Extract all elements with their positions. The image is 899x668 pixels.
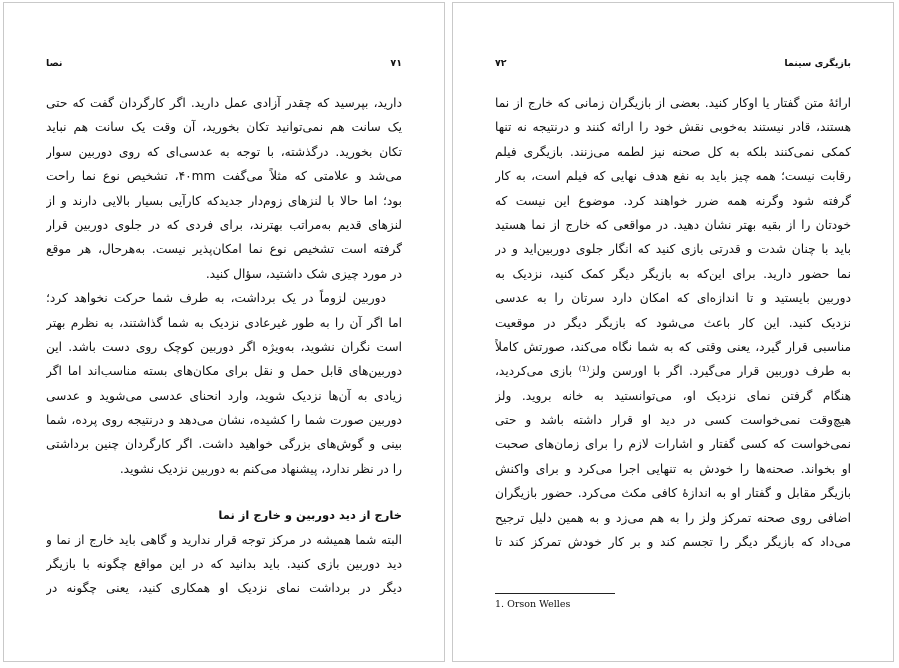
text-line: دیگر در برداشت نمای نزدیک او همکاری کنید، یعنی چگونه در xyxy=(46,581,402,596)
running-head: بازیگری سینما xyxy=(784,57,851,69)
text-line: او بخواند. صحنه‌ها را خودش به تنهایی اجرا می‌کرد و برای واکنش xyxy=(495,461,851,476)
text-line: دوربین‌های قابل حمل و نقل برای مکان‌های بسته مناسب‌اند اما اگر xyxy=(46,364,402,379)
text-line: دارید، بپرسید که چقدر آزادی عمل دارید. اگر کارگردان گفت که حتی xyxy=(46,96,402,110)
running-head: نصا xyxy=(46,57,63,69)
right-page-body xyxy=(495,91,851,554)
text-line: تکان بخورید. درگذشته، با توجه به عدسی‌ای که روی دوربین سوار xyxy=(46,144,402,159)
text-line: رقابت نیست؛ همه چیز باید به نفع هدف نهایی که فیلم است، به کار xyxy=(495,169,851,184)
text-line: می‌داد که بازیگر دیگر را تجسم کند و بر کار خودش تمرکز کند تا xyxy=(495,535,851,550)
footnote-divider xyxy=(495,593,615,594)
right-page-header xyxy=(495,55,851,71)
text-line: دوربین صورت شما را کشیده، نشان می‌دهد و درنتیجه روی پرده، شما xyxy=(46,413,402,428)
text-line: یک سانت هم نمی‌توانید تکان بخورید، آن وقت یک سانت هم نباید xyxy=(46,120,402,135)
text-line: خودتان را از بقیه بهتر نشان دهید. در مواقعی که خارج از نما هستید xyxy=(495,217,851,232)
text-line: هنگام گرفتن نمای نزدیک او، می‌توانستید به خانه بروید. ولز xyxy=(495,388,851,403)
text-line: است نگران نشوید، به‌ویژه اگر دوربین کوچک روی دست باشد. این xyxy=(46,339,402,354)
text-line: به طرف دوربین قرار می‌گیرد. اگر با اورسن ولز⁽¹⁾ بازی می‌کردید، xyxy=(495,364,851,379)
text-line: اما اگر آن را به طور غیرعادی نزدیک به شما گذاشتند، به نظرم بهتر xyxy=(46,315,402,330)
text-line: زیادی به آن‌ها نزدیک شوید، وارد انحنای عدسی می‌شوید و عدسی xyxy=(46,388,402,403)
text-line: هستند، قادر نیستند به‌خوبی نقش خود را ارائه کنند و درنتیجه نه تنها xyxy=(495,120,851,135)
section-gap xyxy=(46,481,402,503)
text-line: لنزهای قدیم به‌مراتب بهترند، برای فردی که در جلوی دوربین قرار xyxy=(46,217,402,232)
text-line: بازیگر مقابل و گفتار او به اندازهٔ کافی مکث می‌کرد. حضور بازیگران xyxy=(495,486,851,501)
left-page-body xyxy=(46,91,402,601)
left-page xyxy=(3,2,445,662)
text-line: گرفته است تشخیص نوع نما امکان‌پذیر نیست. به‌هرحال، هر موقع xyxy=(46,242,402,257)
text-line: بود؛ اما حالا با لنزهای زوم‌دار جدیدکه کارآیی بسیار بالایی دارند و از xyxy=(46,193,402,208)
footnote: 1. Orson Welles xyxy=(495,599,571,610)
text-line: هیچ‌وقت نمی‌خواست کسی در دید او قرار داشته باشد و حتی xyxy=(495,413,851,428)
text-line: گرفته شود وگرنه همه ضرر خواهند کرد. موضوع این نیست که xyxy=(495,193,851,208)
text-line: دوربین بایستید و تا اندازه‌ای که امکان دارد سرتان را به عدسی xyxy=(495,291,851,306)
text-line: در مورد چیزی شک داشتید، سؤال کنید. xyxy=(205,266,402,281)
text-line: می‌شد و علامتی که مثلاً می‌گفت ۴۰mm، تشخیص نوع نما راحت xyxy=(46,169,402,184)
right-page xyxy=(452,2,894,662)
text-line: را در نظر ندارد، پیشنهاد می‌کنم به دوربین نزدیک نشوید. xyxy=(119,461,402,476)
section-heading: خارج از دید دوربین و خارج از نما xyxy=(218,508,402,523)
left-page-header xyxy=(46,55,402,71)
text-line: مناسبی قرار گیرد، یعنی وقتی که به شما نگاه می‌کند، صورتش کاملاً xyxy=(495,339,851,354)
text-line: ارائهٔ متن گفتار یا اوکار کنید. بعضی از بازیگران زمانی که خارج از نما xyxy=(495,96,851,110)
text-line: نما حضور دارید. برای این‌که به بازیگر دیگر کمک کنید، نزدیک به xyxy=(495,266,851,281)
text-line: اضافی روی صحنه تمرکز ولز را به هم می‌زد و به همین دلیل ترجیح xyxy=(495,510,851,525)
text-line: دید دوربین بازی کنید. باید بدانید که در این مواقع چگونه با بازیگر xyxy=(46,557,402,572)
page-number: ۷۱ xyxy=(390,57,402,69)
page-number: ۷۲ xyxy=(495,57,507,69)
text-line: البته شما همیشه در مرکز توجه قرار ندارید و گاهی باید خارج از نما و xyxy=(46,532,402,547)
text-line: بینی و گوش‌های بزرگی خواهید داشت. اگر کارگردان چنین برداشتی xyxy=(46,437,402,452)
text-line: باید با چنان شدت و قدرتی بازی کنید که انگار جلوی دوربین‌اید و در xyxy=(495,242,851,257)
text-line: نمی‌خواست که کسی گفتار و اشارات لازم را برای زمان‌های صحبت xyxy=(495,437,851,452)
text-line: نزدیک کنید. این کار باعث می‌شود که بازیگر دیگر در موقعیت xyxy=(495,315,851,330)
text-line: دوربین لزوماً در یک برداشت، به طرف شما حرکت نخواهد کرد؛ xyxy=(46,291,386,306)
text-line: کمکی نمی‌کنند بلکه به کل صحنه نیز لطمه می‌زنند. بازیگری فیلم xyxy=(495,144,851,159)
